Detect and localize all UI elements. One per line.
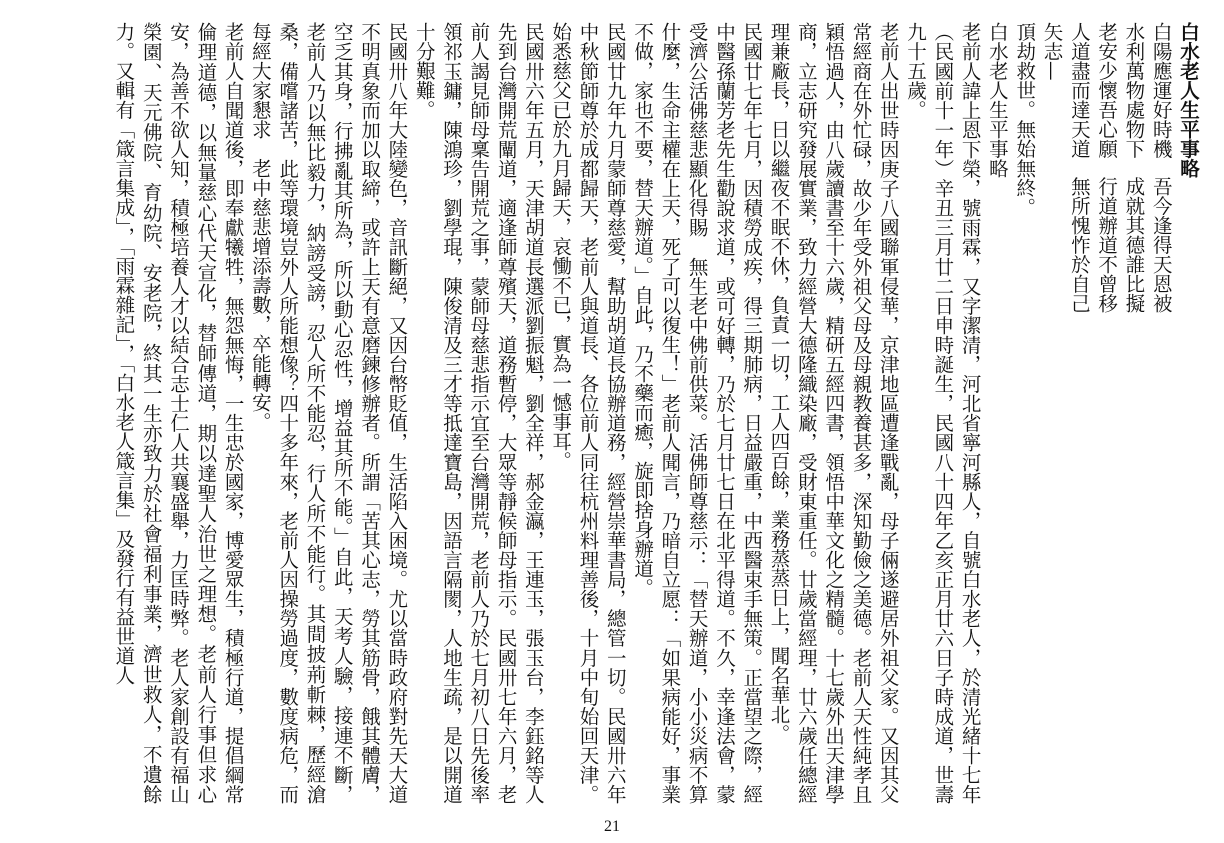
poem-line-first-half: 人道盡而達天道 — [1067, 22, 1091, 159]
poem-line — [1120, 22, 1147, 804]
paragraph-bookstore: 民國廿九年九月蒙師尊慈愛，幫助胡道長協辦道務，經營崇華書局，總管一切。民國卅六年中秋節師尊於成都歸天，老前人與道長、各位前人同往杭州料理善後，十月中旬始回天津。始悉慈父已於九月歸天，哀慟不已，實為一憾事耳。 — [549, 22, 627, 804]
document-title: 白水老人生平事略 — [1177, 22, 1200, 178]
paragraph-youth: 老前人出世時因庚子八國聯軍侵華，京津地區遭逢戰亂，母子倆遂避居外祖父家。又因其父常經商在外忙碌，故少年受外祖父母及母親教養甚多，深知勤儉之美德。老前人天性純孝且穎悟過人，由八歲讀書至十六歲，精研五經四書，領悟中華文化之精髓。十七歲外出天津學商，立志研究發展實業，致力經營大德隆織染廠，受財東重任。廿歲當經理，廿六歲任總經理兼廠長，日以繼夜不眠不休，負責一切，工人四百餘，業務蒸蒸日上，聞名華北。 — [767, 22, 900, 804]
paragraph-birth: 老前人諱上恩下榮，號雨霖，又字潔清，河北省寧河縣人，自號白水老人，於清光緒十七年（民國前十一年）辛丑三月廿二日申時誕生，民國八十四年乙亥正月廿六日子時成道，世壽九十五歲。 — [904, 22, 982, 804]
paragraph-vow: 矢志— — [1040, 22, 1064, 81]
paragraph-illness: 民國廿七年七月，因積勞成疾，得三期肺病，日益嚴重，中西醫束手無策。正當望之際，經中醫孫蘭芳老先生勸說求道，或可好轉，乃於七月廿七日在北平得道。不久，幸逢法會，蒙受濟公活佛慈悲顯化得賜 無生老中佛前供菜。活佛師尊慈示：「替天辦道，小小災病不算什麼，生命主權在上天，死了可以復生！」老前人聞言，乃暗自立愿：「如果病能好，事業不做，家也不要，替天辦道。」自此，乃不藥而癒，旋即捨身辦道。 — [631, 22, 764, 804]
poem-line-first-half: 白陽應運好時機 — [1149, 22, 1173, 159]
poem-line-second-half: 無所愧怍於自己 — [1067, 176, 1091, 313]
document-body — [22, 22, 1202, 804]
paragraph-legacy: 老前人自聞道後，即奉獻犧牲，無怨無悔，一生忠於國家，博愛眾生，積極行道，提倡綱常倫理道德，以無量慈心代天宣化，替師傳道，期以達聖人治世之理想。老前人行事但求心安，為善不欲人知，積極培養人才以結合志士仁人共襄盛舉，力匡時弊。老人家創設有福山榮園、天元佛院、育幼院、安老院，終其一生亦致力於社會福利事業，濟世救人，不遺餘力。又輯有「箴言集成」，「雨霖雜記」，「白水老人箴言集」及發行有益世道人 — [112, 22, 245, 804]
paragraph-taiwan: 民國卅六年五月，天津胡道長選派劉振魁，劉全祥，郝金瀛，王連玉，張玉台，李鈺銘等人先到台灣開荒闡道，適逢師尊殯天，道務暫停，大眾等靜候師母指示。民國卅七年六月，老前人謁見師母稟告開荒之事，蒙師母慈悲指示宜至台灣開荒，老前人乃於七月初八日先後率領祁玉鏞，陳鴻珍，劉學琨，陳俊清及三才等抵達寶島，因語言隔閡，人地生疏，是以開道十分艱難。 — [412, 22, 545, 804]
poem-line-second-half: 成就其德誰比擬 — [1122, 176, 1146, 313]
poem-line — [1093, 22, 1120, 804]
paragraph-motto: 頂劫救世。無始無終。 — [1013, 22, 1037, 217]
poem-line-second-half: 吾今逢得天恩被 — [1149, 176, 1173, 313]
paragraph-hardship: 民國卅八年大陸變色，音訊斷絕，又因台幣貶值，生活陷入困境。尤以當時政府對先天大道不明真象而加以取締，或許上天有意磨鍊修辦者。所謂「苦其心志，勞其筋骨，餓其體膚，空乏其身，行拂亂其所為，所以動心忍性，增益其所不能。」自此，天考人驗，接連不斷，老前人乃以無比毅力，納謗受謗，忍人所不能忍，行人所不能行。其間披荊斬棘，歷經滄桑，備嚐諸苦，此等環境豈外人所能想像？四十多年來，老前人因操勞過度，數度病危，而每經大家懇求 老中慈悲增添壽數，卒能轉安。 — [248, 22, 409, 804]
poem-line — [1147, 22, 1174, 804]
poem-line-second-half: 行道辦道不曾移 — [1095, 176, 1119, 313]
page-number: 21 — [604, 818, 620, 835]
section-heading: 白水老人生平事略 — [985, 22, 1009, 178]
poem-line-first-half: 水利萬物處物下 — [1122, 22, 1146, 159]
poem-line — [1066, 22, 1093, 804]
poem-line-first-half: 老安少懷吾心願 — [1095, 22, 1119, 159]
